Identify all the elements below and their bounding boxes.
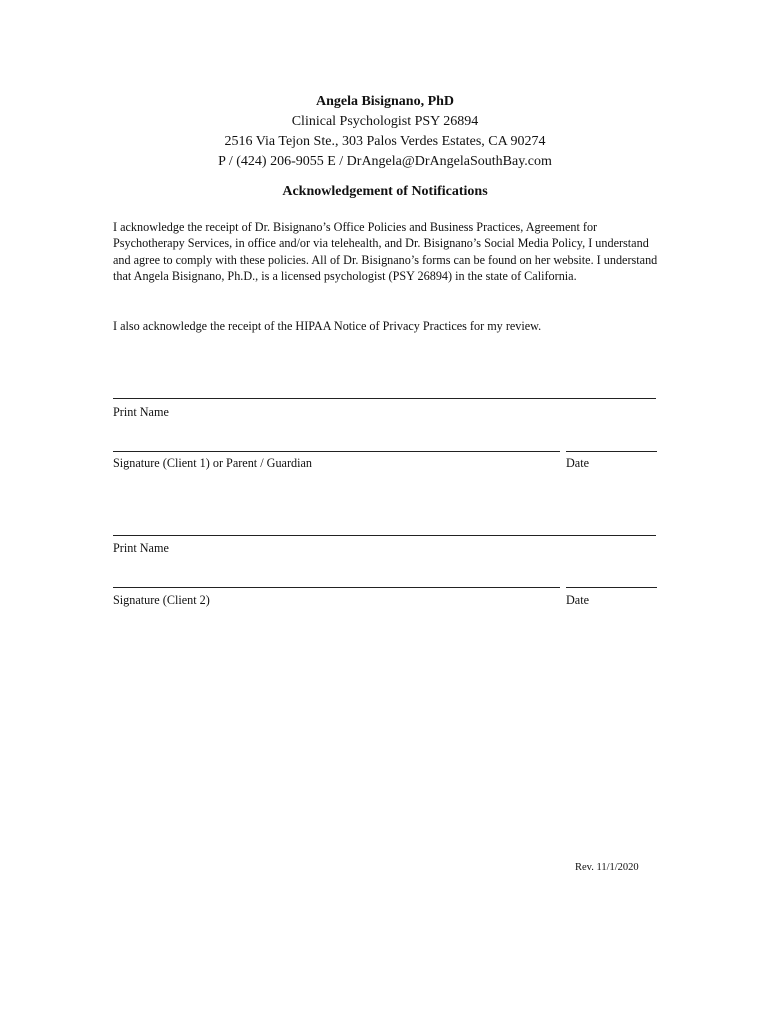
print-name-label-client-1: Print Name [113, 405, 169, 419]
practice-contact: P / (424) 206-9055 E / DrAngela@DrAngelaSouthBay.com [218, 154, 552, 169]
acknowledgement-paragraph: I acknowledge the receipt of Dr. Bisignano’s Office Policies and Business Practices, Agreement for Psychotherapy Services, in office and/or via telehealth, and Dr. Bisignano’s Social Media Policy, I understand and agree to comply with these policies. All of Dr. Bisignano’s forms can be found on her website. I understand that Angela Bisignano, Ph.D., is a licensed psychologist (PSY 26894) in the state of California. [113, 220, 658, 283]
practice-address: 2516 Via Tejon Ste., 303 Palos Verdes Estates, CA 90274 [224, 134, 546, 149]
signature-line-client-2[interactable] [113, 587, 560, 588]
date-label-client-2: Date [566, 593, 590, 607]
print-name-line-client-2[interactable] [113, 535, 656, 536]
letterhead [0, 92, 770, 172]
practitioner-credential: Clinical Psychologist PSY 26894 [291, 114, 479, 129]
signature-label-client-1: Signature (Client 1) or Parent / Guardian [113, 456, 313, 470]
document-title: Acknowledgement of Notifications [282, 184, 488, 199]
date-label-client-1: Date [566, 456, 590, 470]
date-line-client-2[interactable] [566, 587, 657, 588]
signature-line-client-1[interactable] [113, 451, 560, 452]
practitioner-name: Angela Bisignano, PhD [315, 94, 455, 109]
print-name-label-client-2: Print Name [113, 541, 169, 555]
date-line-client-1[interactable] [566, 451, 657, 452]
signature-label-client-2: Signature (Client 2) [113, 593, 210, 607]
print-name-line-client-1[interactable] [113, 398, 656, 399]
hipaa-paragraph: I also acknowledge the receipt of the HIPAA Notice of Privacy Practices for my review. [113, 319, 542, 333]
revision-date: Rev. 11/1/2020 [575, 862, 639, 873]
